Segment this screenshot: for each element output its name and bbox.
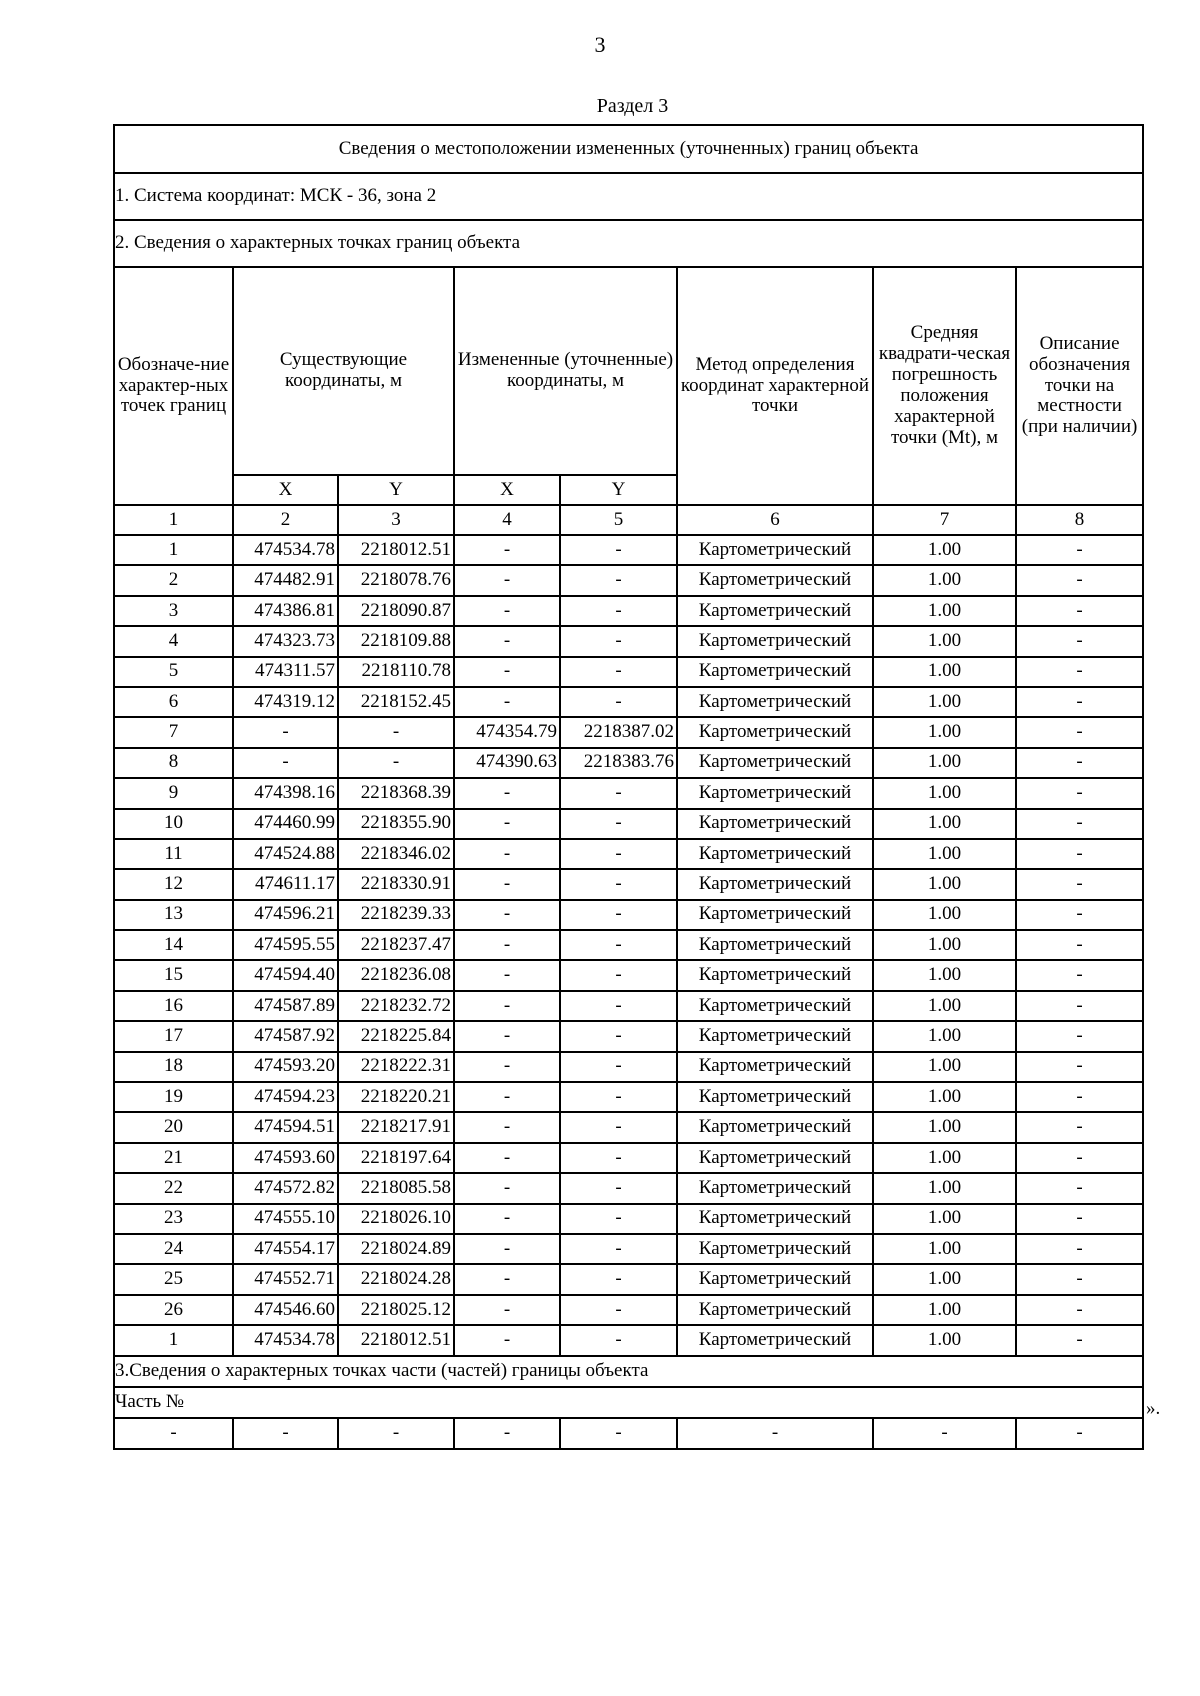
cell-description: - xyxy=(1016,1173,1143,1203)
cell-description: - xyxy=(1016,900,1143,930)
table-row xyxy=(114,839,1143,869)
cell-mse: 1.00 xyxy=(873,565,1016,595)
cell-existing-x: 474611.17 xyxy=(233,869,338,899)
table-row xyxy=(114,535,1143,565)
cell-mse: 1.00 xyxy=(873,1082,1016,1112)
table-row xyxy=(114,565,1143,595)
table-row xyxy=(114,930,1143,960)
cell-description: - xyxy=(1016,869,1143,899)
table-row xyxy=(114,1234,1143,1264)
cell-changed-y: - xyxy=(560,900,677,930)
column-number: 1 xyxy=(114,505,233,535)
table-row xyxy=(114,1295,1143,1325)
cell-mse: 1.00 xyxy=(873,1112,1016,1142)
cell-mse: 1.00 xyxy=(873,1264,1016,1294)
cell-changed-y: - xyxy=(560,809,677,839)
cell-existing-y: - xyxy=(338,717,454,747)
cell-changed-x: - xyxy=(454,960,560,990)
cell-changed-x: - xyxy=(454,1052,560,1082)
cell-description: - xyxy=(1016,596,1143,626)
cell-existing-y: 2218078.76 xyxy=(338,565,454,595)
cell-changed-x: - xyxy=(454,596,560,626)
cell-changed-y: - xyxy=(560,960,677,990)
cell-point-id: 11 xyxy=(114,839,233,869)
cell-method: Картометрический xyxy=(677,717,873,747)
cell-changed-y: - xyxy=(560,1204,677,1234)
table-row xyxy=(114,900,1143,930)
table-row xyxy=(114,1173,1143,1203)
cell-changed-x: - xyxy=(454,565,560,595)
cell-existing-y: 2218237.47 xyxy=(338,930,454,960)
cell-changed-y: - xyxy=(560,626,677,656)
cell-mse: 1.00 xyxy=(873,717,1016,747)
table-row xyxy=(114,960,1143,990)
cell-changed-x: - xyxy=(454,809,560,839)
cell-description: - xyxy=(1016,657,1143,687)
cell-changed-x: 474390.63 xyxy=(454,748,560,778)
cell-description: - xyxy=(1016,1234,1143,1264)
parts-cell: - xyxy=(1016,1418,1143,1449)
cell-description: - xyxy=(1016,1295,1143,1325)
column-number: 2 xyxy=(233,505,338,535)
cell-description: - xyxy=(1016,1204,1143,1234)
parts-cell: - xyxy=(233,1418,338,1449)
cell-existing-x: 474572.82 xyxy=(233,1173,338,1203)
cell-point-id: 14 xyxy=(114,930,233,960)
cell-method: Картометрический xyxy=(677,1234,873,1264)
cell-existing-y: 2218220.21 xyxy=(338,1082,454,1112)
cell-changed-x: - xyxy=(454,1021,560,1051)
column-number: 5 xyxy=(560,505,677,535)
table-row xyxy=(114,657,1143,687)
cell-existing-y: 2218110.78 xyxy=(338,657,454,687)
cell-point-id: 12 xyxy=(114,869,233,899)
cell-existing-x: 474534.78 xyxy=(233,1325,338,1355)
cell-point-id: 26 xyxy=(114,1295,233,1325)
cell-changed-y: 2218383.76 xyxy=(560,748,677,778)
cell-existing-y: 2218239.33 xyxy=(338,900,454,930)
cell-point-id: 3 xyxy=(114,596,233,626)
cell-method: Картометрический xyxy=(677,1052,873,1082)
cell-method: Картометрический xyxy=(677,565,873,595)
cell-description: - xyxy=(1016,687,1143,717)
cell-point-id: 15 xyxy=(114,960,233,990)
cell-description: - xyxy=(1016,1325,1143,1355)
cell-method: Картометрический xyxy=(677,991,873,1021)
table-row xyxy=(114,748,1143,778)
table-row xyxy=(114,869,1143,899)
cell-description: - xyxy=(1016,1143,1143,1173)
parts-cell: - xyxy=(114,1418,233,1449)
cell-changed-y: - xyxy=(560,687,677,717)
cell-description: - xyxy=(1016,930,1143,960)
cell-mse: 1.00 xyxy=(873,1173,1016,1203)
cell-existing-x: 474587.89 xyxy=(233,991,338,1021)
cell-mse: 1.00 xyxy=(873,809,1016,839)
cell-existing-x: 474594.51 xyxy=(233,1112,338,1142)
cell-method: Картометрический xyxy=(677,626,873,656)
cell-point-id: 17 xyxy=(114,1021,233,1051)
cell-existing-y: - xyxy=(338,748,454,778)
cell-method: Картометрический xyxy=(677,1204,873,1234)
column-number: 6 xyxy=(677,505,873,535)
cell-point-id: 20 xyxy=(114,1112,233,1142)
cell-method: Картометрический xyxy=(677,839,873,869)
header-existing-x: X xyxy=(233,475,338,505)
cell-description: - xyxy=(1016,960,1143,990)
cell-method: Картометрический xyxy=(677,960,873,990)
section-title: Раздел 3 xyxy=(596,95,669,117)
cell-point-id: 2 xyxy=(114,565,233,595)
table-row xyxy=(114,1325,1143,1355)
cell-changed-x: - xyxy=(454,1143,560,1173)
cell-mse: 1.00 xyxy=(873,1143,1016,1173)
cell-existing-x: 474596.21 xyxy=(233,900,338,930)
cell-changed-x: - xyxy=(454,535,560,565)
cell-existing-x: 474555.10 xyxy=(233,1204,338,1234)
parts-cell: - xyxy=(454,1418,560,1449)
page-number: 3 xyxy=(594,32,606,57)
cell-changed-y: - xyxy=(560,1143,677,1173)
cell-existing-y: 2218024.89 xyxy=(338,1234,454,1264)
cell-existing-y: 2218026.10 xyxy=(338,1204,454,1234)
table-title: Сведения о местоположении измененных (уточненных) границ объекта xyxy=(114,125,1143,173)
cell-changed-x: 474354.79 xyxy=(454,717,560,747)
cell-changed-y: - xyxy=(560,1082,677,1112)
cell-method: Картометрический xyxy=(677,1264,873,1294)
cell-mse: 1.00 xyxy=(873,626,1016,656)
cell-point-id: 18 xyxy=(114,1052,233,1082)
cell-description: - xyxy=(1016,1264,1143,1294)
cell-mse: 1.00 xyxy=(873,687,1016,717)
cell-existing-y: 2218222.31 xyxy=(338,1052,454,1082)
cell-changed-y: - xyxy=(560,991,677,1021)
cell-description: - xyxy=(1016,748,1143,778)
cell-method: Картометрический xyxy=(677,869,873,899)
table-row xyxy=(114,991,1143,1021)
cell-changed-x: - xyxy=(454,687,560,717)
cell-existing-x: 474311.57 xyxy=(233,657,338,687)
cell-changed-y: - xyxy=(560,839,677,869)
cell-changed-y: - xyxy=(560,1234,677,1264)
cell-method: Картометрический xyxy=(677,778,873,808)
cell-changed-y: - xyxy=(560,930,677,960)
cell-point-id: 6 xyxy=(114,687,233,717)
cell-point-id: 24 xyxy=(114,1234,233,1264)
cell-mse: 1.00 xyxy=(873,1204,1016,1234)
cell-changed-x: - xyxy=(454,991,560,1021)
cell-changed-y: - xyxy=(560,1295,677,1325)
coordinate-system: 1. Система координат: МСК - 36, зона 2 xyxy=(114,173,1143,220)
table-row xyxy=(114,1264,1143,1294)
cell-method: Картометрический xyxy=(677,657,873,687)
cell-method: Картометрический xyxy=(677,535,873,565)
cell-point-id: 5 xyxy=(114,657,233,687)
cell-method: Картометрический xyxy=(677,1143,873,1173)
cell-changed-x: - xyxy=(454,1082,560,1112)
cell-mse: 1.00 xyxy=(873,1325,1016,1355)
cell-existing-y: 2218368.39 xyxy=(338,778,454,808)
cell-changed-x: - xyxy=(454,1234,560,1264)
cell-existing-x: 474534.78 xyxy=(233,535,338,565)
cell-mse: 1.00 xyxy=(873,991,1016,1021)
cell-description: - xyxy=(1016,809,1143,839)
cell-method: Картометрический xyxy=(677,930,873,960)
cell-description: - xyxy=(1016,1082,1143,1112)
column-number: 8 xyxy=(1016,505,1143,535)
cell-mse: 1.00 xyxy=(873,657,1016,687)
cell-mse: 1.00 xyxy=(873,535,1016,565)
header-changed-y: Y xyxy=(560,475,677,505)
cell-point-id: 10 xyxy=(114,809,233,839)
cell-mse: 1.00 xyxy=(873,1234,1016,1264)
parts-row xyxy=(114,1418,1143,1449)
cell-existing-x: 474482.91 xyxy=(233,565,338,595)
cell-existing-x: 474323.73 xyxy=(233,626,338,656)
table-row xyxy=(114,717,1143,747)
cell-method: Картометрический xyxy=(677,900,873,930)
cell-existing-x: 474587.92 xyxy=(233,1021,338,1051)
cell-description: - xyxy=(1016,717,1143,747)
cell-existing-x: 474594.40 xyxy=(233,960,338,990)
table-row xyxy=(114,1143,1143,1173)
closing-quote: ». xyxy=(1146,1398,1161,1419)
cell-existing-y: 2218236.08 xyxy=(338,960,454,990)
cell-point-id: 8 xyxy=(114,748,233,778)
cell-changed-x: - xyxy=(454,1204,560,1234)
cell-existing-x: 474593.60 xyxy=(233,1143,338,1173)
cell-changed-x: - xyxy=(454,1295,560,1325)
cell-point-id: 1 xyxy=(114,1325,233,1355)
cell-existing-y: 2218024.28 xyxy=(338,1264,454,1294)
cell-description: - xyxy=(1016,839,1143,869)
column-number-row xyxy=(114,505,1143,535)
cell-description: - xyxy=(1016,1021,1143,1051)
cell-changed-y: - xyxy=(560,535,677,565)
cell-existing-y: 2218217.91 xyxy=(338,1112,454,1142)
parts-cell: - xyxy=(338,1418,454,1449)
parts-heading: 3.Сведения о характерных точках части (частей) границы объекта xyxy=(114,1356,1143,1387)
cell-changed-y: - xyxy=(560,565,677,595)
parts-cell: - xyxy=(560,1418,677,1449)
cell-existing-y: 2218085.58 xyxy=(338,1173,454,1203)
cell-changed-x: - xyxy=(454,839,560,869)
cell-changed-x: - xyxy=(454,1112,560,1142)
cell-existing-x: 474524.88 xyxy=(233,839,338,869)
cell-existing-y: 2218025.12 xyxy=(338,1295,454,1325)
table-row xyxy=(114,687,1143,717)
cell-existing-x: 474552.71 xyxy=(233,1264,338,1294)
cell-method: Картометрический xyxy=(677,1295,873,1325)
cell-changed-y: - xyxy=(560,869,677,899)
cell-point-id: 25 xyxy=(114,1264,233,1294)
part-number-label: Часть № xyxy=(114,1387,1143,1418)
cell-mse: 1.00 xyxy=(873,930,1016,960)
table-row xyxy=(114,1052,1143,1082)
cell-mse: 1.00 xyxy=(873,778,1016,808)
cell-changed-x: - xyxy=(454,1173,560,1203)
cell-mse: 1.00 xyxy=(873,596,1016,626)
cell-existing-y: 2218225.84 xyxy=(338,1021,454,1051)
cell-mse: 1.00 xyxy=(873,1052,1016,1082)
cell-mse: 1.00 xyxy=(873,900,1016,930)
cell-point-id: 22 xyxy=(114,1173,233,1203)
cell-existing-x: 474398.16 xyxy=(233,778,338,808)
boundary-points-table xyxy=(113,124,1144,1450)
header-existing-y: Y xyxy=(338,475,454,505)
table-row xyxy=(114,596,1143,626)
cell-existing-y: 2218232.72 xyxy=(338,991,454,1021)
cell-method: Картометрический xyxy=(677,1173,873,1203)
header-mse: Средняя квадрати-ческая погрешность положения характерной точки (Mt), м xyxy=(873,267,1016,505)
cell-point-id: 23 xyxy=(114,1204,233,1234)
cell-method: Картометрический xyxy=(677,748,873,778)
cell-method: Картометрический xyxy=(677,687,873,717)
cell-existing-y: 2218355.90 xyxy=(338,809,454,839)
cell-point-id: 1 xyxy=(114,535,233,565)
cell-existing-x: 474319.12 xyxy=(233,687,338,717)
cell-mse: 1.00 xyxy=(873,1021,1016,1051)
cell-method: Картометрический xyxy=(677,1021,873,1051)
cell-changed-y: - xyxy=(560,778,677,808)
cell-point-id: 13 xyxy=(114,900,233,930)
cell-existing-y: 2218346.02 xyxy=(338,839,454,869)
header-changed-x: X xyxy=(454,475,560,505)
cell-changed-x: - xyxy=(454,1264,560,1294)
column-number: 3 xyxy=(338,505,454,535)
cell-description: - xyxy=(1016,1052,1143,1082)
table-row xyxy=(114,626,1143,656)
cell-existing-y: 2218109.88 xyxy=(338,626,454,656)
table-row xyxy=(114,1204,1143,1234)
header-designation: Обозначе-ние характер-ных точек границ xyxy=(114,267,233,505)
cell-existing-y: 2218012.51 xyxy=(338,1325,454,1355)
cell-existing-y: 2218197.64 xyxy=(338,1143,454,1173)
column-number: 4 xyxy=(454,505,560,535)
cell-existing-x: 474595.55 xyxy=(233,930,338,960)
table-row xyxy=(114,1021,1143,1051)
cell-changed-y: - xyxy=(560,1264,677,1294)
table-row xyxy=(114,1082,1143,1112)
cell-mse: 1.00 xyxy=(873,748,1016,778)
table-row xyxy=(114,778,1143,808)
table-row xyxy=(114,1112,1143,1142)
cell-mse: 1.00 xyxy=(873,1295,1016,1325)
cell-mse: 1.00 xyxy=(873,869,1016,899)
cell-description: - xyxy=(1016,1112,1143,1142)
cell-existing-x: 474593.20 xyxy=(233,1052,338,1082)
cell-existing-x: - xyxy=(233,717,338,747)
cell-method: Картометрический xyxy=(677,1082,873,1112)
cell-description: - xyxy=(1016,565,1143,595)
parts-cell: - xyxy=(677,1418,873,1449)
cell-changed-x: - xyxy=(454,778,560,808)
cell-changed-x: - xyxy=(454,1325,560,1355)
cell-changed-x: - xyxy=(454,930,560,960)
cell-changed-y: - xyxy=(560,1325,677,1355)
cell-changed-y: 2218387.02 xyxy=(560,717,677,747)
cell-changed-y: - xyxy=(560,1173,677,1203)
cell-existing-x: 474386.81 xyxy=(233,596,338,626)
cell-existing-x: 474554.17 xyxy=(233,1234,338,1264)
cell-mse: 1.00 xyxy=(873,839,1016,869)
cell-point-id: 7 xyxy=(114,717,233,747)
cell-point-id: 16 xyxy=(114,991,233,1021)
table-row xyxy=(114,809,1143,839)
cell-existing-x: 474594.23 xyxy=(233,1082,338,1112)
cell-point-id: 9 xyxy=(114,778,233,808)
cell-changed-y: - xyxy=(560,1021,677,1051)
cell-changed-x: - xyxy=(454,626,560,656)
parts-cell: - xyxy=(873,1418,1016,1449)
cell-point-id: 19 xyxy=(114,1082,233,1112)
cell-changed-y: - xyxy=(560,596,677,626)
header-method: Метод определения координат характерной точки xyxy=(677,267,873,505)
column-number: 7 xyxy=(873,505,1016,535)
header-description: Описание обозначения точки на местности (при наличии) xyxy=(1016,267,1143,505)
header-existing-coords: Существующие координаты, м xyxy=(233,267,454,475)
header-changed-coords: Измененные (уточненные) координаты, м xyxy=(454,267,677,475)
cell-existing-x: 474460.99 xyxy=(233,809,338,839)
cell-changed-x: - xyxy=(454,900,560,930)
cell-changed-x: - xyxy=(454,869,560,899)
cell-point-id: 4 xyxy=(114,626,233,656)
cell-existing-y: 2218152.45 xyxy=(338,687,454,717)
cell-changed-y: - xyxy=(560,1052,677,1082)
cell-mse: 1.00 xyxy=(873,960,1016,990)
cell-existing-x: 474546.60 xyxy=(233,1295,338,1325)
cell-existing-y: 2218090.87 xyxy=(338,596,454,626)
cell-changed-y: - xyxy=(560,657,677,687)
cell-method: Картометрический xyxy=(677,1112,873,1142)
cell-changed-x: - xyxy=(454,657,560,687)
cell-method: Картометрический xyxy=(677,596,873,626)
cell-point-id: 21 xyxy=(114,1143,233,1173)
cell-method: Картометрический xyxy=(677,1325,873,1355)
cell-description: - xyxy=(1016,535,1143,565)
cell-description: - xyxy=(1016,778,1143,808)
cell-description: - xyxy=(1016,626,1143,656)
cell-changed-y: - xyxy=(560,1112,677,1142)
cell-existing-y: 2218330.91 xyxy=(338,869,454,899)
cell-existing-x: - xyxy=(233,748,338,778)
cell-description: - xyxy=(1016,991,1143,1021)
points-heading: 2. Сведения о характерных точках границ объекта xyxy=(114,220,1143,267)
cell-existing-y: 2218012.51 xyxy=(338,535,454,565)
cell-method: Картометрический xyxy=(677,809,873,839)
